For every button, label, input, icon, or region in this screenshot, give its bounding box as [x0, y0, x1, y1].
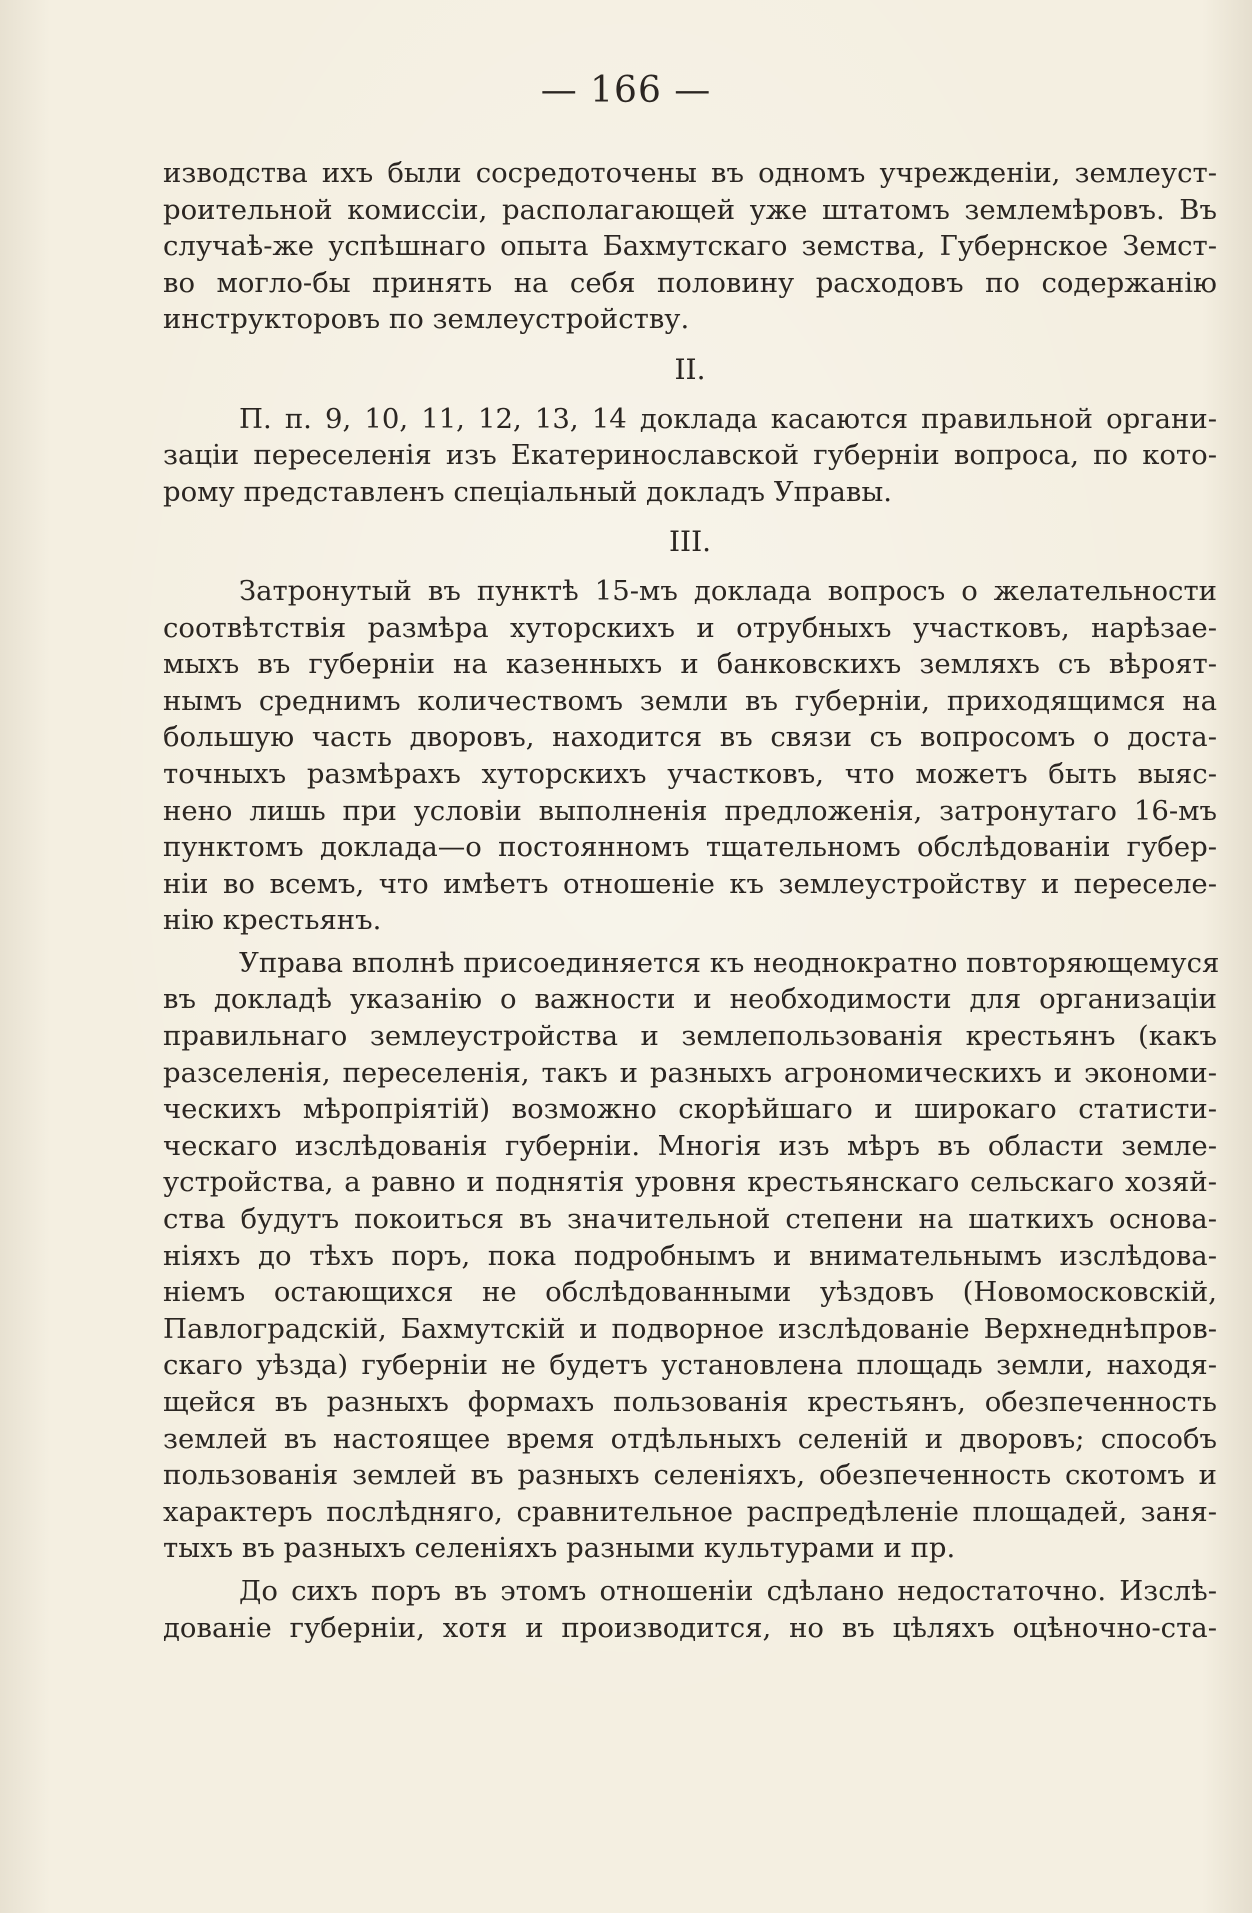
section-heading: II. — [674, 352, 706, 386]
text-line: разселенiя, переселенiя, такъ и разныхъ агрономическихъ и экономи- — [163, 1056, 1217, 1089]
paragraph — [163, 401, 1217, 511]
section-heading: III. — [668, 525, 712, 559]
text-line: П. п. 9, 10, 11, 12, 13, 14 доклада касаются правильной органи- — [239, 402, 1217, 435]
text-line: нено лишь при условiи выполненiя предложенiя, затронутаго 16-мъ — [163, 794, 1217, 827]
paragraph — [163, 155, 1217, 338]
text-line: нымъ среднимъ количествомъ земли въ губернiи, приходящимся на — [163, 684, 1217, 717]
text-line: щейся въ разныхъ формахъ пользованiя крестьянъ, обезпеченность — [163, 1386, 1217, 1418]
text-line: соотвѣтствiя размѣра хуторскихъ и отрубныхъ участковъ, нарѣзае- — [163, 611, 1217, 644]
text-line: зацiи переселенiя изъ Екатеринославской губернiи вопроса, по кото- — [163, 439, 1217, 472]
text-line: во могло-бы принять на себя половину расходовъ по содержанiю — [163, 266, 1217, 299]
text-line: скаго уѣзда) губернiи не будетъ установлена площадь земли, находя- — [163, 1349, 1217, 1382]
text-line: Управа вполнѣ присоединяется къ неоднократно повторяющемуся — [239, 946, 1220, 979]
text-line: характеръ послѣдняго, сравнительное распредѣленiе площадей, заня- — [163, 1495, 1217, 1528]
text-line: Затронутый въ пунктѣ 15-мъ доклада вопросъ о желательности — [239, 574, 1217, 607]
text-line: правильнаго землеустройства и землепользованiя крестьянъ (какъ — [163, 1020, 1217, 1053]
text-line: большую часть дворовъ, находится въ связи съ вопросомъ о доста- — [163, 721, 1217, 754]
text-line: случаѣ-же успѣшнаго опыта Бахмутскаго земства, Губернское Земст- — [163, 230, 1217, 263]
paragraph — [163, 945, 1220, 1567]
text-line: мыхъ въ губернiи на казенныхъ и банковскихъ земляхъ съ вѣроят- — [163, 648, 1217, 681]
text-line: До сихъ поръ въ этомъ отношенiи сдѣлано недостаточно. Изслѣ- — [239, 1574, 1217, 1607]
text-line: роительной комиссiи, располагающей уже штатомъ землемѣровъ. Въ — [163, 193, 1217, 226]
text-line: въ докладѣ указанiю о важности и необходимости для организацiи — [163, 983, 1217, 1016]
text-line: пользованiя землей въ разныхъ селенiяхъ, обезпеченность скотомъ и — [163, 1459, 1217, 1492]
text-line: изводства ихъ были сосредоточены въ одномъ учрежденiи, землеуст- — [163, 157, 1217, 189]
text-line: устройства, а равно и поднятiя уровня крестьянскаго сельскаго хозяй- — [163, 1166, 1217, 1199]
page-number: — 166 — — [540, 70, 712, 111]
text-line: землей въ настоящее время отдѣльныхъ селенiй и дворовъ; способъ — [163, 1422, 1217, 1455]
text-line: ства будутъ покоиться въ значительной степени на шаткихъ основа- — [163, 1203, 1217, 1236]
text-line: нiи во всемъ, что имѣетъ отношенiе къ землеустройству и переселе- — [163, 867, 1217, 900]
body-text — [163, 155, 1220, 1646]
text-line: ческаго изслѣдованiя губернiи. Многiя изъ мѣръ въ области земле- — [163, 1129, 1217, 1162]
text-line: инструкторовъ по землеустройству. — [163, 303, 690, 336]
text-line: точныхъ размѣрахъ хуторскихъ участковъ, что можетъ быть выяс- — [163, 757, 1217, 790]
text-line: ческихъ мѣропрiятiй) возможно скорѣйшаго и широкаго статисти- — [163, 1093, 1217, 1126]
text-line: Павлоградскiй, Бахмутскiй и подворное изслѣдованiе Верхнеднѣпров- — [163, 1312, 1217, 1345]
text-line: нiяхъ до тѣхъ поръ, пока подробнымъ и внимательнымъ изслѣдова- — [163, 1239, 1217, 1272]
text-line: дованiе губернiи, хотя и производится, но въ цѣляхъ оцѣночно-ста- — [163, 1611, 1217, 1644]
paragraph — [163, 1573, 1217, 1646]
text-line: нiемъ остающихся не обслѣдованными уѣздовъ (Новомосковскiй, — [163, 1276, 1217, 1309]
text-line: нiю крестьянъ. — [163, 904, 382, 937]
paragraph — [163, 573, 1217, 939]
text-line: тыхъ въ разныхъ селенiяхъ разными культурами и пр. — [163, 1532, 956, 1565]
text-line: рому представленъ спецiальный докладъ Управы. — [163, 475, 893, 508]
text-line: пунктомъ доклада—о постоянномъ тщательномъ обслѣдованiи губер- — [163, 831, 1217, 864]
